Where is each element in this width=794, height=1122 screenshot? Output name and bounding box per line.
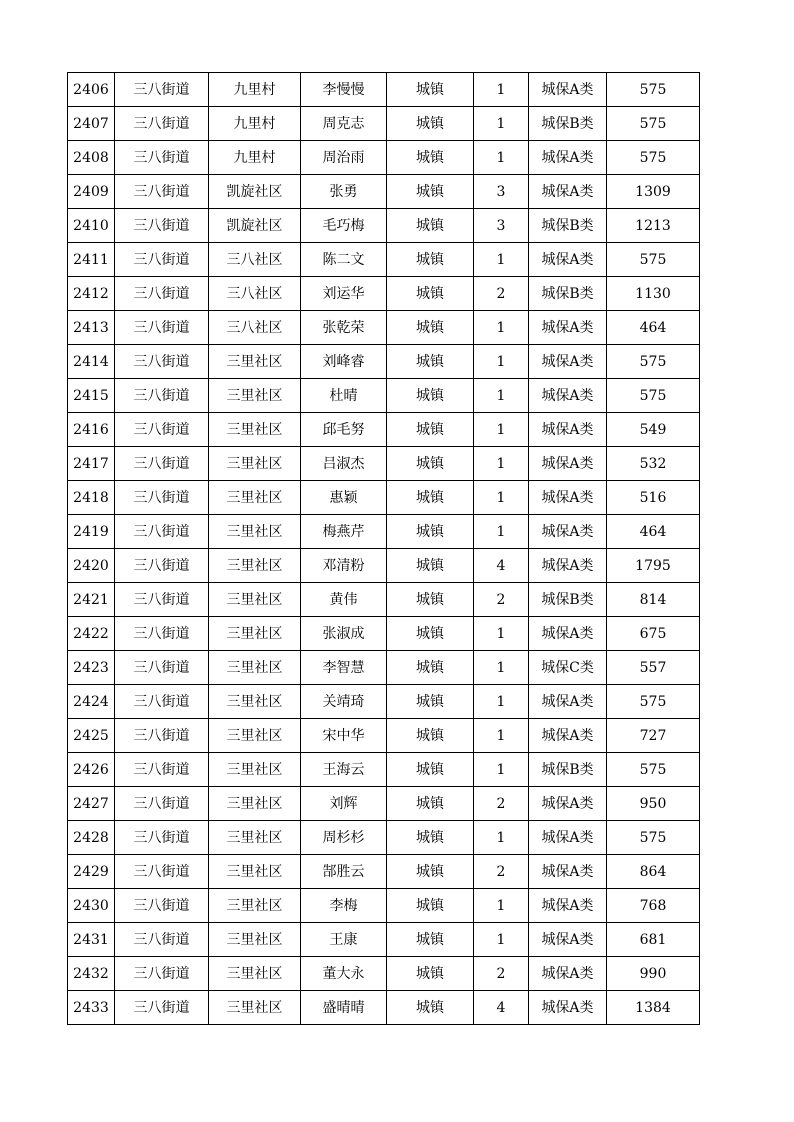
community-cell: 三里社区 [209, 583, 301, 617]
row-number-cell: 2429 [68, 855, 115, 889]
name-cell: 关靖琦 [301, 685, 387, 719]
street-cell: 三八街道 [115, 583, 209, 617]
amount-cell: 1795 [607, 549, 700, 583]
street-cell: 三八街道 [115, 685, 209, 719]
category-cell: 城保A类 [529, 73, 607, 107]
member-count-cell: 4 [474, 549, 529, 583]
household-type-cell: 城镇 [387, 651, 474, 685]
category-cell: 城保B类 [529, 753, 607, 787]
row-number-cell: 2428 [68, 821, 115, 855]
row-number-cell: 2425 [68, 719, 115, 753]
street-cell: 三八街道 [115, 821, 209, 855]
street-cell: 三八街道 [115, 345, 209, 379]
row-number-cell: 2427 [68, 787, 115, 821]
row-number-cell: 2423 [68, 651, 115, 685]
community-cell: 三里社区 [209, 345, 301, 379]
name-cell: 董大永 [301, 957, 387, 991]
table-row [68, 413, 700, 447]
community-cell: 三里社区 [209, 413, 301, 447]
name-cell: 张乾荣 [301, 311, 387, 345]
street-cell: 三八街道 [115, 209, 209, 243]
category-cell: 城保A类 [529, 141, 607, 175]
category-cell: 城保B类 [529, 583, 607, 617]
category-cell: 城保A类 [529, 175, 607, 209]
name-cell: 毛巧梅 [301, 209, 387, 243]
amount-cell: 768 [607, 889, 700, 923]
member-count-cell: 2 [474, 957, 529, 991]
street-cell: 三八街道 [115, 73, 209, 107]
street-cell: 三八街道 [115, 447, 209, 481]
amount-cell: 516 [607, 481, 700, 515]
amount-cell: 864 [607, 855, 700, 889]
category-cell: 城保A类 [529, 991, 607, 1025]
category-cell: 城保A类 [529, 821, 607, 855]
table-row [68, 481, 700, 515]
member-count-cell: 1 [474, 821, 529, 855]
category-cell: 城保A类 [529, 515, 607, 549]
street-cell: 三八街道 [115, 787, 209, 821]
table-row [68, 345, 700, 379]
row-number-cell: 2410 [68, 209, 115, 243]
member-count-cell: 1 [474, 719, 529, 753]
community-cell: 三里社区 [209, 481, 301, 515]
category-cell: 城保B类 [529, 209, 607, 243]
amount-cell: 557 [607, 651, 700, 685]
name-cell: 杜晴 [301, 379, 387, 413]
street-cell: 三八街道 [115, 753, 209, 787]
row-number-cell: 2415 [68, 379, 115, 413]
community-cell: 三里社区 [209, 753, 301, 787]
category-cell: 城保B类 [529, 107, 607, 141]
table-row [68, 685, 700, 719]
row-number-cell: 2420 [68, 549, 115, 583]
name-cell: 宋中华 [301, 719, 387, 753]
row-number-cell: 2430 [68, 889, 115, 923]
member-count-cell: 1 [474, 889, 529, 923]
name-cell: 盛晴晴 [301, 991, 387, 1025]
member-count-cell: 3 [474, 209, 529, 243]
name-cell: 吕淑杰 [301, 447, 387, 481]
table-row [68, 549, 700, 583]
street-cell: 三八街道 [115, 311, 209, 345]
table-row [68, 277, 700, 311]
street-cell: 三八街道 [115, 413, 209, 447]
household-type-cell: 城镇 [387, 821, 474, 855]
community-cell: 三八社区 [209, 243, 301, 277]
category-cell: 城保B类 [529, 277, 607, 311]
household-type-cell: 城镇 [387, 107, 474, 141]
community-cell: 三里社区 [209, 447, 301, 481]
member-count-cell: 1 [474, 447, 529, 481]
row-number-cell: 2433 [68, 991, 115, 1025]
name-cell: 张勇 [301, 175, 387, 209]
member-count-cell: 1 [474, 413, 529, 447]
member-count-cell: 1 [474, 481, 529, 515]
name-cell: 张淑成 [301, 617, 387, 651]
row-number-cell: 2411 [68, 243, 115, 277]
table-row [68, 447, 700, 481]
table-body [68, 73, 700, 1025]
street-cell: 三八街道 [115, 923, 209, 957]
name-cell: 刘运华 [301, 277, 387, 311]
amount-cell: 532 [607, 447, 700, 481]
category-cell: 城保A类 [529, 719, 607, 753]
row-number-cell: 2418 [68, 481, 115, 515]
member-count-cell: 2 [474, 583, 529, 617]
street-cell: 三八街道 [115, 549, 209, 583]
name-cell: 王康 [301, 923, 387, 957]
row-number-cell: 2413 [68, 311, 115, 345]
household-type-cell: 城镇 [387, 175, 474, 209]
category-cell: 城保A类 [529, 379, 607, 413]
amount-cell: 575 [607, 379, 700, 413]
community-cell: 三里社区 [209, 549, 301, 583]
category-cell: 城保A类 [529, 549, 607, 583]
row-number-cell: 2414 [68, 345, 115, 379]
street-cell: 三八街道 [115, 107, 209, 141]
name-cell: 李梅 [301, 889, 387, 923]
community-cell: 三里社区 [209, 379, 301, 413]
table-row [68, 583, 700, 617]
street-cell: 三八街道 [115, 719, 209, 753]
member-count-cell: 1 [474, 515, 529, 549]
amount-cell: 727 [607, 719, 700, 753]
category-cell: 城保A类 [529, 855, 607, 889]
row-number-cell: 2412 [68, 277, 115, 311]
table-row [68, 991, 700, 1025]
row-number-cell: 2422 [68, 617, 115, 651]
amount-cell: 575 [607, 107, 700, 141]
table-row [68, 957, 700, 991]
member-count-cell: 1 [474, 243, 529, 277]
row-number-cell: 2406 [68, 73, 115, 107]
household-type-cell: 城镇 [387, 345, 474, 379]
community-cell: 三里社区 [209, 787, 301, 821]
street-cell: 三八街道 [115, 141, 209, 175]
amount-cell: 575 [607, 345, 700, 379]
row-number-cell: 2408 [68, 141, 115, 175]
community-cell: 三里社区 [209, 651, 301, 685]
community-cell: 三里社区 [209, 719, 301, 753]
name-cell: 周克志 [301, 107, 387, 141]
category-cell: 城保C类 [529, 651, 607, 685]
member-count-cell: 4 [474, 991, 529, 1025]
table-row [68, 787, 700, 821]
community-cell: 三里社区 [209, 855, 301, 889]
street-cell: 三八街道 [115, 243, 209, 277]
street-cell: 三八街道 [115, 957, 209, 991]
row-number-cell: 2416 [68, 413, 115, 447]
community-cell: 九里村 [209, 73, 301, 107]
community-cell: 凯旋社区 [209, 209, 301, 243]
street-cell: 三八街道 [115, 617, 209, 651]
name-cell: 陈二文 [301, 243, 387, 277]
community-cell: 三里社区 [209, 515, 301, 549]
name-cell: 梅燕芹 [301, 515, 387, 549]
community-cell: 三里社区 [209, 991, 301, 1025]
community-cell: 凯旋社区 [209, 175, 301, 209]
member-count-cell: 2 [474, 787, 529, 821]
household-type-cell: 城镇 [387, 447, 474, 481]
member-count-cell: 1 [474, 617, 529, 651]
category-cell: 城保A类 [529, 889, 607, 923]
household-type-cell: 城镇 [387, 923, 474, 957]
amount-cell: 950 [607, 787, 700, 821]
category-cell: 城保A类 [529, 617, 607, 651]
household-type-cell: 城镇 [387, 141, 474, 175]
table-row [68, 753, 700, 787]
table-row [68, 141, 700, 175]
household-type-cell: 城镇 [387, 549, 474, 583]
amount-cell: 675 [607, 617, 700, 651]
street-cell: 三八街道 [115, 481, 209, 515]
table-row [68, 821, 700, 855]
household-type-cell: 城镇 [387, 753, 474, 787]
row-number-cell: 2432 [68, 957, 115, 991]
category-cell: 城保A类 [529, 787, 607, 821]
name-cell: 王海云 [301, 753, 387, 787]
name-cell: 郜胜云 [301, 855, 387, 889]
name-cell: 李智慧 [301, 651, 387, 685]
category-cell: 城保A类 [529, 481, 607, 515]
member-count-cell: 1 [474, 345, 529, 379]
amount-cell: 575 [607, 73, 700, 107]
category-cell: 城保A类 [529, 345, 607, 379]
street-cell: 三八街道 [115, 889, 209, 923]
member-count-cell: 3 [474, 175, 529, 209]
amount-cell: 464 [607, 515, 700, 549]
amount-cell: 990 [607, 957, 700, 991]
category-cell: 城保A类 [529, 923, 607, 957]
table-row [68, 923, 700, 957]
amount-cell: 681 [607, 923, 700, 957]
name-cell: 李慢慢 [301, 73, 387, 107]
community-cell: 九里村 [209, 107, 301, 141]
household-type-cell: 城镇 [387, 243, 474, 277]
household-type-cell: 城镇 [387, 787, 474, 821]
household-type-cell: 城镇 [387, 277, 474, 311]
household-type-cell: 城镇 [387, 311, 474, 345]
name-cell: 黄伟 [301, 583, 387, 617]
community-cell: 三里社区 [209, 957, 301, 991]
amount-cell: 1384 [607, 991, 700, 1025]
street-cell: 三八街道 [115, 379, 209, 413]
member-count-cell: 1 [474, 107, 529, 141]
household-type-cell: 城镇 [387, 379, 474, 413]
amount-cell: 1130 [607, 277, 700, 311]
amount-cell: 814 [607, 583, 700, 617]
member-count-cell: 1 [474, 379, 529, 413]
amount-cell: 464 [607, 311, 700, 345]
table-row [68, 73, 700, 107]
row-number-cell: 2409 [68, 175, 115, 209]
category-cell: 城保A类 [529, 311, 607, 345]
table-row [68, 243, 700, 277]
street-cell: 三八街道 [115, 651, 209, 685]
table-row [68, 311, 700, 345]
member-count-cell: 1 [474, 651, 529, 685]
member-count-cell: 1 [474, 923, 529, 957]
street-cell: 三八街道 [115, 855, 209, 889]
amount-cell: 1309 [607, 175, 700, 209]
community-cell: 三里社区 [209, 889, 301, 923]
table-row [68, 515, 700, 549]
community-cell: 三里社区 [209, 617, 301, 651]
category-cell: 城保A类 [529, 413, 607, 447]
table-row [68, 719, 700, 753]
category-cell: 城保A类 [529, 957, 607, 991]
household-type-cell: 城镇 [387, 991, 474, 1025]
member-count-cell: 2 [474, 277, 529, 311]
community-cell: 三八社区 [209, 277, 301, 311]
table-row [68, 651, 700, 685]
member-count-cell: 1 [474, 141, 529, 175]
member-count-cell: 1 [474, 753, 529, 787]
name-cell: 惠颖 [301, 481, 387, 515]
member-count-cell: 1 [474, 311, 529, 345]
table-row [68, 855, 700, 889]
category-cell: 城保A类 [529, 685, 607, 719]
category-cell: 城保A类 [529, 447, 607, 481]
household-type-cell: 城镇 [387, 515, 474, 549]
row-number-cell: 2426 [68, 753, 115, 787]
community-cell: 三里社区 [209, 821, 301, 855]
member-count-cell: 1 [474, 685, 529, 719]
household-type-cell: 城镇 [387, 719, 474, 753]
row-number-cell: 2431 [68, 923, 115, 957]
allowance-table [67, 72, 700, 1025]
amount-cell: 575 [607, 141, 700, 175]
household-type-cell: 城镇 [387, 209, 474, 243]
table-row [68, 107, 700, 141]
name-cell: 邓清粉 [301, 549, 387, 583]
household-type-cell: 城镇 [387, 413, 474, 447]
amount-cell: 1213 [607, 209, 700, 243]
name-cell: 周治雨 [301, 141, 387, 175]
row-number-cell: 2407 [68, 107, 115, 141]
category-cell: 城保A类 [529, 243, 607, 277]
table-row [68, 175, 700, 209]
row-number-cell: 2417 [68, 447, 115, 481]
household-type-cell: 城镇 [387, 583, 474, 617]
community-cell: 九里村 [209, 141, 301, 175]
table-row [68, 209, 700, 243]
amount-cell: 575 [607, 821, 700, 855]
amount-cell: 549 [607, 413, 700, 447]
street-cell: 三八街道 [115, 515, 209, 549]
name-cell: 刘峰睿 [301, 345, 387, 379]
amount-cell: 575 [607, 753, 700, 787]
community-cell: 三八社区 [209, 311, 301, 345]
household-type-cell: 城镇 [387, 685, 474, 719]
household-type-cell: 城镇 [387, 481, 474, 515]
household-type-cell: 城镇 [387, 855, 474, 889]
household-type-cell: 城镇 [387, 889, 474, 923]
household-type-cell: 城镇 [387, 957, 474, 991]
row-number-cell: 2424 [68, 685, 115, 719]
community-cell: 三里社区 [209, 685, 301, 719]
table-row [68, 617, 700, 651]
member-count-cell: 1 [474, 73, 529, 107]
street-cell: 三八街道 [115, 277, 209, 311]
street-cell: 三八街道 [115, 175, 209, 209]
row-number-cell: 2421 [68, 583, 115, 617]
household-type-cell: 城镇 [387, 73, 474, 107]
table-row [68, 889, 700, 923]
amount-cell: 575 [607, 243, 700, 277]
household-type-cell: 城镇 [387, 617, 474, 651]
member-count-cell: 2 [474, 855, 529, 889]
street-cell: 三八街道 [115, 991, 209, 1025]
amount-cell: 575 [607, 685, 700, 719]
community-cell: 三里社区 [209, 923, 301, 957]
name-cell: 刘辉 [301, 787, 387, 821]
table-row [68, 379, 700, 413]
row-number-cell: 2419 [68, 515, 115, 549]
name-cell: 周杉杉 [301, 821, 387, 855]
name-cell: 邱毛努 [301, 413, 387, 447]
